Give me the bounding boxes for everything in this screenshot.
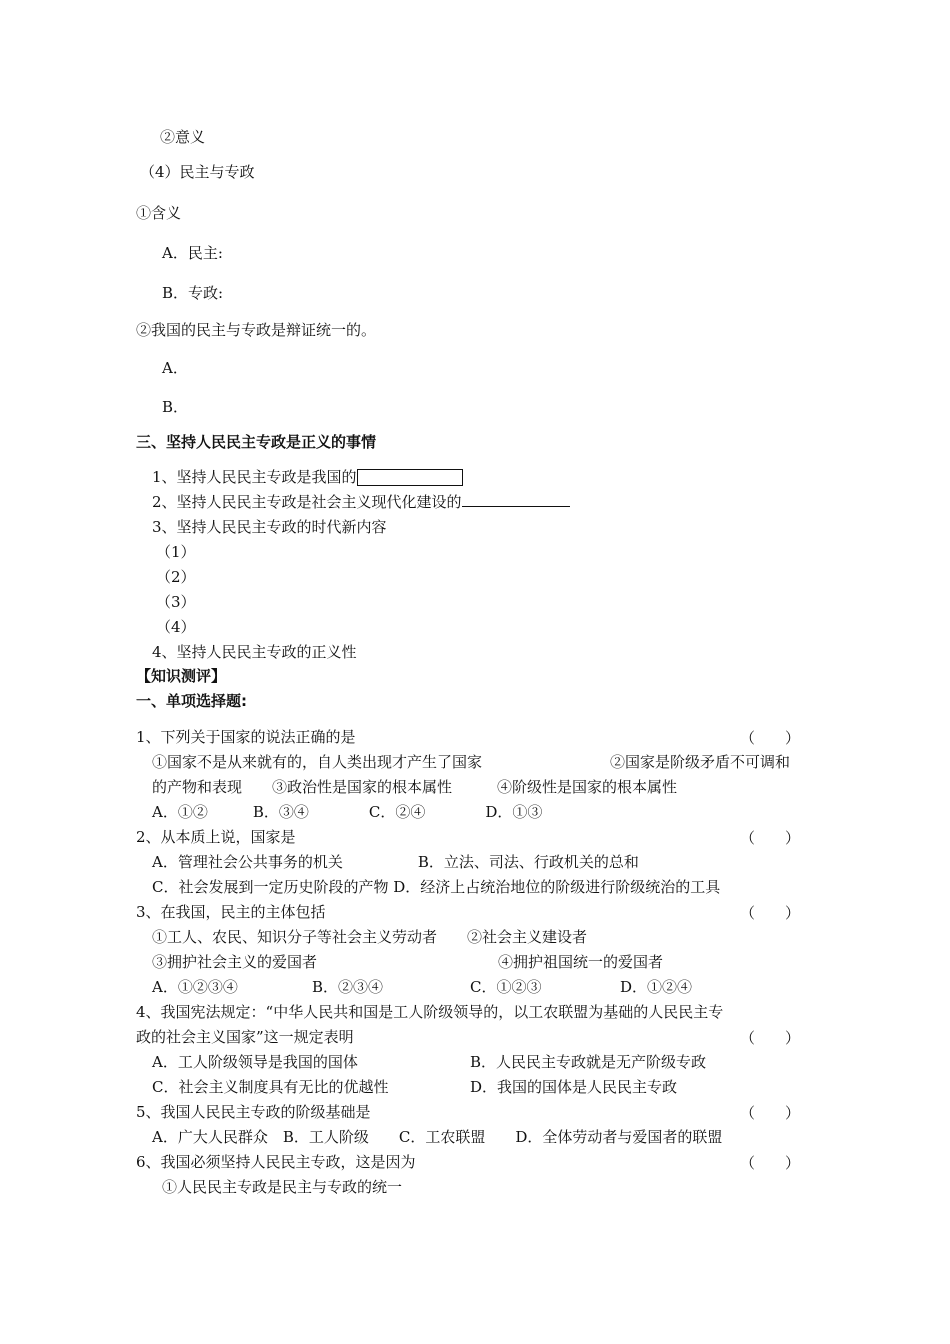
- question-stem: 6、我国必须坚持人民民主专政，这是因为: [136, 1153, 416, 1171]
- question-stem: 政的社会主义国家”这一规定表明: [136, 1028, 354, 1046]
- question-options: A．管理社会公共事务的机关 B．立法、司法、行政机关的总和: [152, 853, 639, 871]
- option-d: D．①②④: [620, 978, 693, 996]
- option-c: C．社会主义制度具有无比的优越性: [152, 1078, 389, 1096]
- question-line: 的产物和表现 ③政治性是国家的根本属性 ④阶级性是国家的根本属性: [152, 778, 678, 796]
- outline-line: B．专政:: [162, 284, 224, 302]
- outline-line: A．: [162, 359, 188, 377]
- sub-item: （4）: [156, 618, 196, 636]
- option-b: B．人民民主专政就是无产阶级专政: [470, 1053, 707, 1071]
- question-options: C．社会发展到一定历史阶段的产物 D．经济上占统治地位的阶级进行阶级统治的工具: [152, 878, 721, 896]
- answer-blank[interactable]: [462, 492, 570, 507]
- question-line: ②国家是阶级矛盾不可调和: [610, 753, 791, 771]
- question-line: ①国家不是从来就有的，自人类出现才产生了国家: [152, 753, 483, 771]
- question-line: ①工人、农民、知识分子等社会主义劳动者 ②社会主义建设者: [152, 928, 588, 946]
- option-a: A．工人阶级领导是我国的国体: [152, 1053, 358, 1071]
- question-line: ③拥护社会主义的爱国者: [152, 953, 318, 971]
- outline-line: A．民主:: [162, 244, 223, 262]
- question-stem: 3、在我国，民主的主体包括: [136, 903, 326, 921]
- outline-line: ①含义: [136, 204, 182, 222]
- list-item: 3、坚持人民民主专政的时代新内容: [152, 518, 387, 536]
- list-item: 4、坚持人民民主专政的正义性: [152, 643, 357, 661]
- outline-line: ②我国的民主与专政是辩证统一的。: [136, 321, 377, 339]
- answer-paren[interactable]: （ ）: [740, 1029, 801, 1047]
- answer-paren[interactable]: （ ）: [740, 904, 801, 922]
- list-item: [152, 467, 463, 487]
- item-text: 2、坚持人民民主专政是社会主义现代化建设的: [152, 493, 462, 511]
- item-text: 1、坚持人民民主专政是我国的: [152, 468, 357, 486]
- option-d: D．我国的国体是人民民主专政: [470, 1078, 678, 1096]
- outline-line: ②意义: [160, 128, 206, 146]
- question-stem: 4、我国宪法规定：“中华人民共和国是工人阶级领导的，以工农联盟为基础的人民民主专: [136, 1003, 724, 1021]
- option-c: C．①②③: [470, 978, 542, 996]
- question-line: ④拥护祖国统一的爱国者: [498, 953, 664, 971]
- question-stem: 2、从本质上说，国家是: [136, 828, 296, 846]
- option-a: A．①②③④: [152, 978, 238, 996]
- question-stem: 5、我国人民民主专政的阶级基础是: [136, 1103, 371, 1121]
- section-heading: 三、坚持人民民主专政是正义的事情: [136, 433, 377, 451]
- question-line: ①人民民主专政是民主与专政的统一: [162, 1178, 403, 1196]
- answer-paren[interactable]: （ ）: [740, 729, 801, 747]
- sub-item: （3）: [156, 593, 196, 611]
- answer-paren[interactable]: （ ）: [740, 1154, 801, 1172]
- answer-paren[interactable]: （ ）: [740, 1104, 801, 1122]
- answer-paren[interactable]: （ ）: [740, 829, 801, 847]
- list-item: [152, 492, 570, 512]
- question-options: A．①② B．③④ C．②④ D．①③: [152, 803, 543, 821]
- answer-box[interactable]: [357, 469, 463, 486]
- outline-line: B．: [162, 398, 189, 416]
- sub-item: （2）: [156, 568, 196, 586]
- quiz-section-title: 一、单项选择题:: [136, 692, 247, 710]
- option-b: B．②③④: [312, 978, 384, 996]
- sub-item: （1）: [156, 543, 196, 561]
- outline-line: （4）民主与专政: [140, 163, 255, 181]
- question-stem: 1、下列关于国家的说法正确的是: [136, 728, 356, 746]
- question-options: A．广大人民群众 B．工人阶级 C．工农联盟 D．全体劳动者与爱国者的联盟: [152, 1128, 723, 1146]
- quiz-heading: 【知识测评】: [136, 667, 227, 685]
